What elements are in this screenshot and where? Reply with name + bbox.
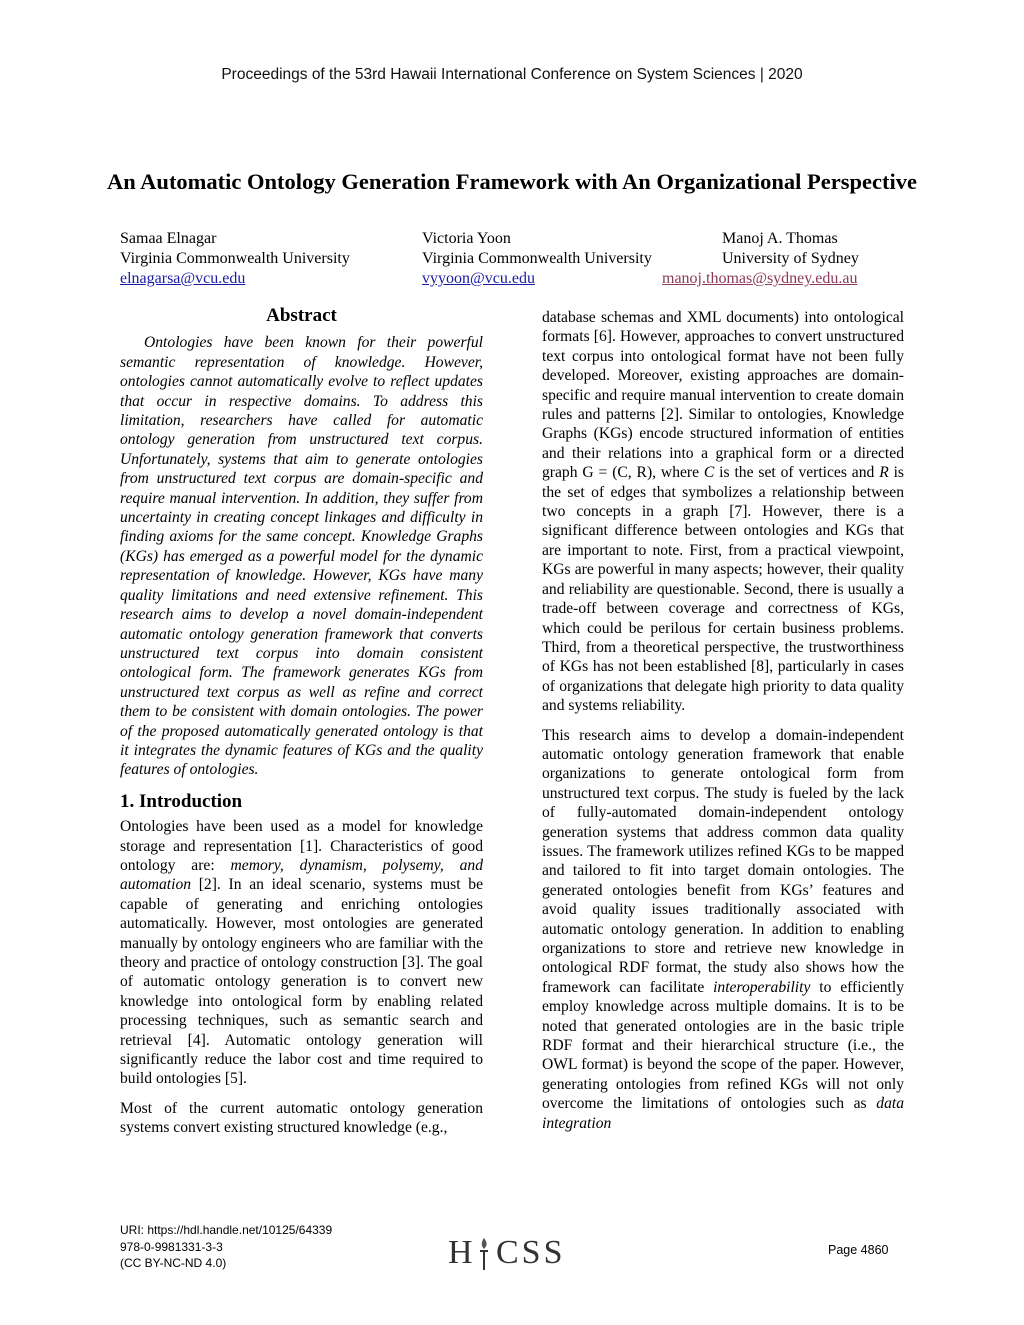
torch-icon — [476, 1236, 492, 1272]
author-email-link[interactable]: manoj.thomas@sydney.edu.au — [662, 270, 858, 287]
introduction-paragraph-2: Most of the current automatic ontology generation systems convert existing structured knowledge (e.g., — [120, 1099, 483, 1137]
footer-uri: URI: https://hdl.handle.net/10125/64339 — [120, 1223, 333, 1237]
author-affiliation: Virginia Commonwealth University — [422, 250, 652, 267]
author-name: Samaa Elnagar — [120, 230, 217, 247]
author-name: Manoj A. Thomas — [722, 230, 838, 247]
left-column — [120, 306, 483, 1138]
right-paragraph-2: This research aims to develop a domain-independent automatic ontology generation framework that enable organizations to generate ontological form from unstructured text corpus. The study is fueled by the lack of fully-automated domain-independent ontology generation systems that address common data quality issues. The framework utilizes refined KGs to be mapped and tailored to fit into target domain ontologies. The generated ontologies benefit from KGs’ features and avoid quality issues traditionally associated with automatic ontology generation. In addition to enabling organizations to store and retrieve new knowledge in ontological RDF format, the study also shows how the framework can facilitate interoperability to efficiently employ knowledge across multiple domains. It is to be noted that generated ontologies are in the basic triple RDF format and their hierarchical structure (i.e., the OWL format) is beyond the scope of the paper. However, generating ontologies from refined KGs will not only overcome the limitations of ontologies such as data integration — [542, 726, 904, 1132]
hicss-logo-h: H — [448, 1234, 476, 1271]
footer-license: (CC BY-NC-ND 4.0) — [120, 1256, 227, 1270]
paper-title: An Automatic Ontology Generation Framework with An Organizational Perspective — [107, 169, 917, 194]
introduction-heading: 1. Introduction — [120, 790, 243, 812]
author-block-2 — [422, 229, 652, 289]
author-affiliation: Virginia Commonwealth University — [120, 250, 350, 267]
right-paragraph-1: database schemas and XML documents) into ontological formats [6]. However, approaches to convert unstructured text corpus into ontological format have not been fully developed. Moreover, existing approaches are domain-specific and require manual intervention to create domain rules and patterns [2]. Similar to ontologies, Knowledge Graphs (KGs) encode structured information of entities and their relations into a graphical form or a directed graph G = (C, R), where C is the set of vertices and R is the set of edges that symbolizes a relationship between two concepts in a graph [7]. However, there is a significant difference between ontologies and KGs that are important to note. First, from a practical viewpoint, KGs are powerful in many aspects; however, their quality and reliability are questionable. Second, there is usually a trade-off between coverage and correctness of KGs, which could be perilous for certain business problems. Third, from a theoretical perspective, the trustworthiness of KGs has not been established [8], particularly in cases of organizations that delegate high priority to data quality and systems reliability. — [542, 309, 904, 715]
abstract-heading: Abstract — [266, 305, 337, 326]
author-affiliation: University of Sydney — [722, 250, 859, 267]
introduction-paragraph-1: Ontologies have been used as a model for knowledge storage and representation [1]. Characteristics of good ontology are: memory, dynamism, polysemy, and automation [2]. In an ideal scenario, systems must be capable of generating and enriching ontologies automatically. However, most ontologies are generated manually by ontology engineers who are familiar with the theory and practice of ontology construction [3]. The goal of automatic ontology generation is to convert new knowledge into ontological form by enabling related processing techniques, such as semantic search and retrieval [4]. Automatic ontology generation will significantly reduce the labor cost and time required to build ontologies [5]. — [120, 818, 483, 1088]
page-number: Page 4860 — [828, 1243, 889, 1257]
author-email-link[interactable]: vyyoon@vcu.edu — [422, 270, 535, 287]
abstract-text: Ontologies have been known for their powerful semantic representation of knowledge. However, ontologies cannot automatically evolve to reflect updates that occur in respective domains. To address this limitation, researchers have called for automatic ontology generation from unstructured text corpus. Unfortunately, systems that aim to generate ontologies from unstructured text corpus are domain-specific and require manual intervention. In addition, they suffer from uncertainty in creating concept linkages and difficulty in finding axioms for the same concept. Knowledge Graphs (KGs) has emerged as a powerful model for the dynamic representation of knowledge. However, KGs have many quality limitations and need extensive refinement. This research aims to develop a novel domain-independent automatic ontology generation framework that converts unstructured text corpus into domain consistent ontological form. The framework generates KGs from unstructured text corpus as well as refine and correct them to be consistent with domain ontologies. The power of the proposed automatically generated ontology is that it integrates the dynamic features of KGs and the quality features of ontologies. — [120, 334, 483, 779]
footer-info — [120, 1222, 332, 1272]
author-block-3 — [662, 229, 859, 289]
author-block-1 — [120, 229, 350, 289]
hicss-logo-text: CSS — [496, 1234, 566, 1271]
author-email-link[interactable]: elnagarsa@vcu.edu — [120, 270, 246, 287]
proceedings-header: Proceedings of the 53rd Hawaii International Conference on System Sciences | 2020 — [221, 66, 803, 83]
hicss-logo — [448, 1234, 578, 1274]
footer-isbn: 978-0-9981331-3-3 — [120, 1239, 223, 1254]
author-name: Victoria Yoon — [422, 230, 511, 247]
right-column — [542, 308, 904, 1133]
